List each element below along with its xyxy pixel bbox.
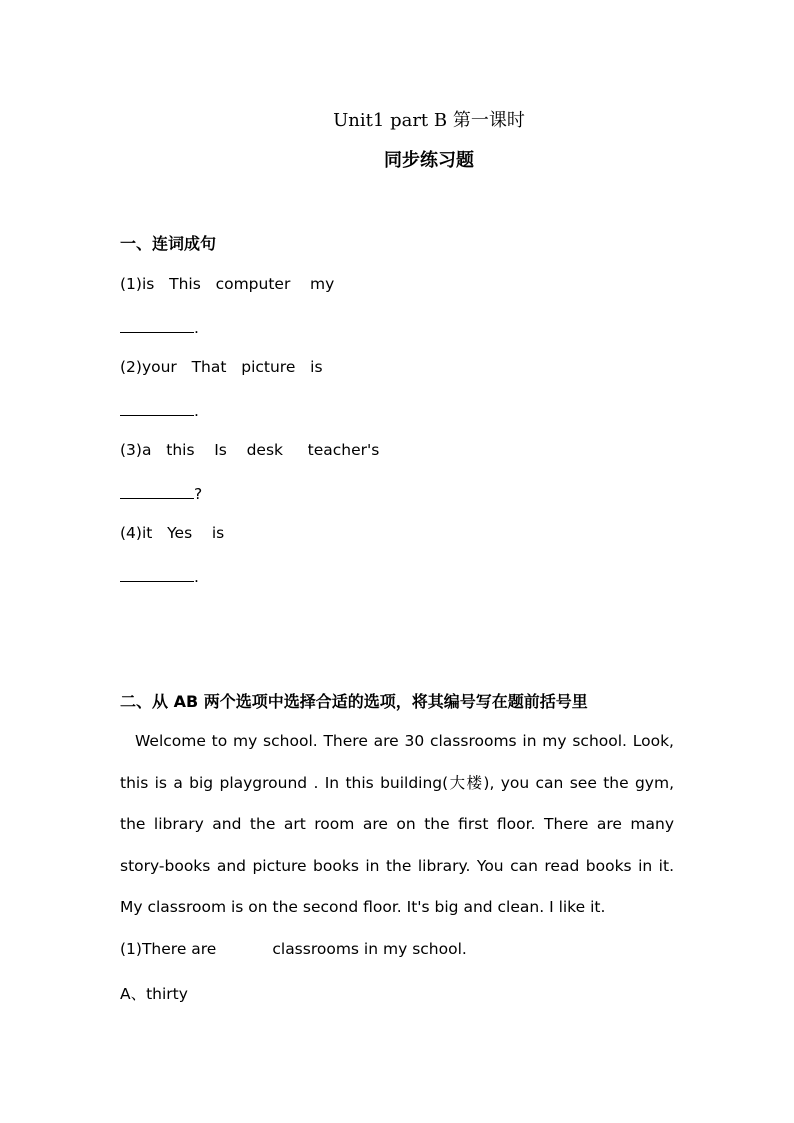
word-order-prompt-1: (1)is This computer my [120, 275, 335, 293]
answer-punct: . [194, 319, 199, 337]
answer-blank [120, 484, 194, 499]
worksheet-subtitle: 同步练习题 [384, 150, 474, 171]
reading-passage [120, 721, 674, 929]
answer-punct: . [194, 402, 199, 420]
answer-line-4 [120, 567, 199, 586]
answer-punct: ? [194, 485, 203, 503]
answer-line-2 [120, 401, 199, 420]
answer-blank [120, 318, 194, 333]
section2-heading: 二、从 AB 两个选项中选择合适的选项，将其编号写在题前括号里 [120, 692, 588, 711]
question-1 [120, 940, 467, 958]
worksheet-title: Unit1 part B 第一课时 [333, 110, 525, 131]
word-order-prompt-2: (2)your That picture is [120, 358, 323, 376]
answer-line-3 [120, 484, 202, 503]
option-a: A、thirty [120, 985, 188, 1003]
answer-blank [120, 401, 194, 416]
answer-punct: . [194, 568, 199, 586]
passage-text: Welcome to my school. There are 30 classrooms in my school. Look, this is a big playground . In this building(大楼), you can see the gym, the library and the art room are on the first floor. There are many story-books and picture books in the library. You can read books in it. My classroom is on the second floor. It's big and clean. I like it. [120, 732, 674, 916]
answer-blank [120, 567, 194, 582]
word-order-prompt-3: (3)a this Is desk teacher's [120, 441, 380, 459]
section1-heading: 一、连词成句 [120, 234, 217, 253]
word-order-prompt-4: (4)it Yes is [120, 524, 225, 542]
question-1-before: (1)There are [120, 940, 217, 958]
question-1-after: classrooms in my school. [272, 940, 467, 958]
answer-line-1 [120, 318, 199, 337]
